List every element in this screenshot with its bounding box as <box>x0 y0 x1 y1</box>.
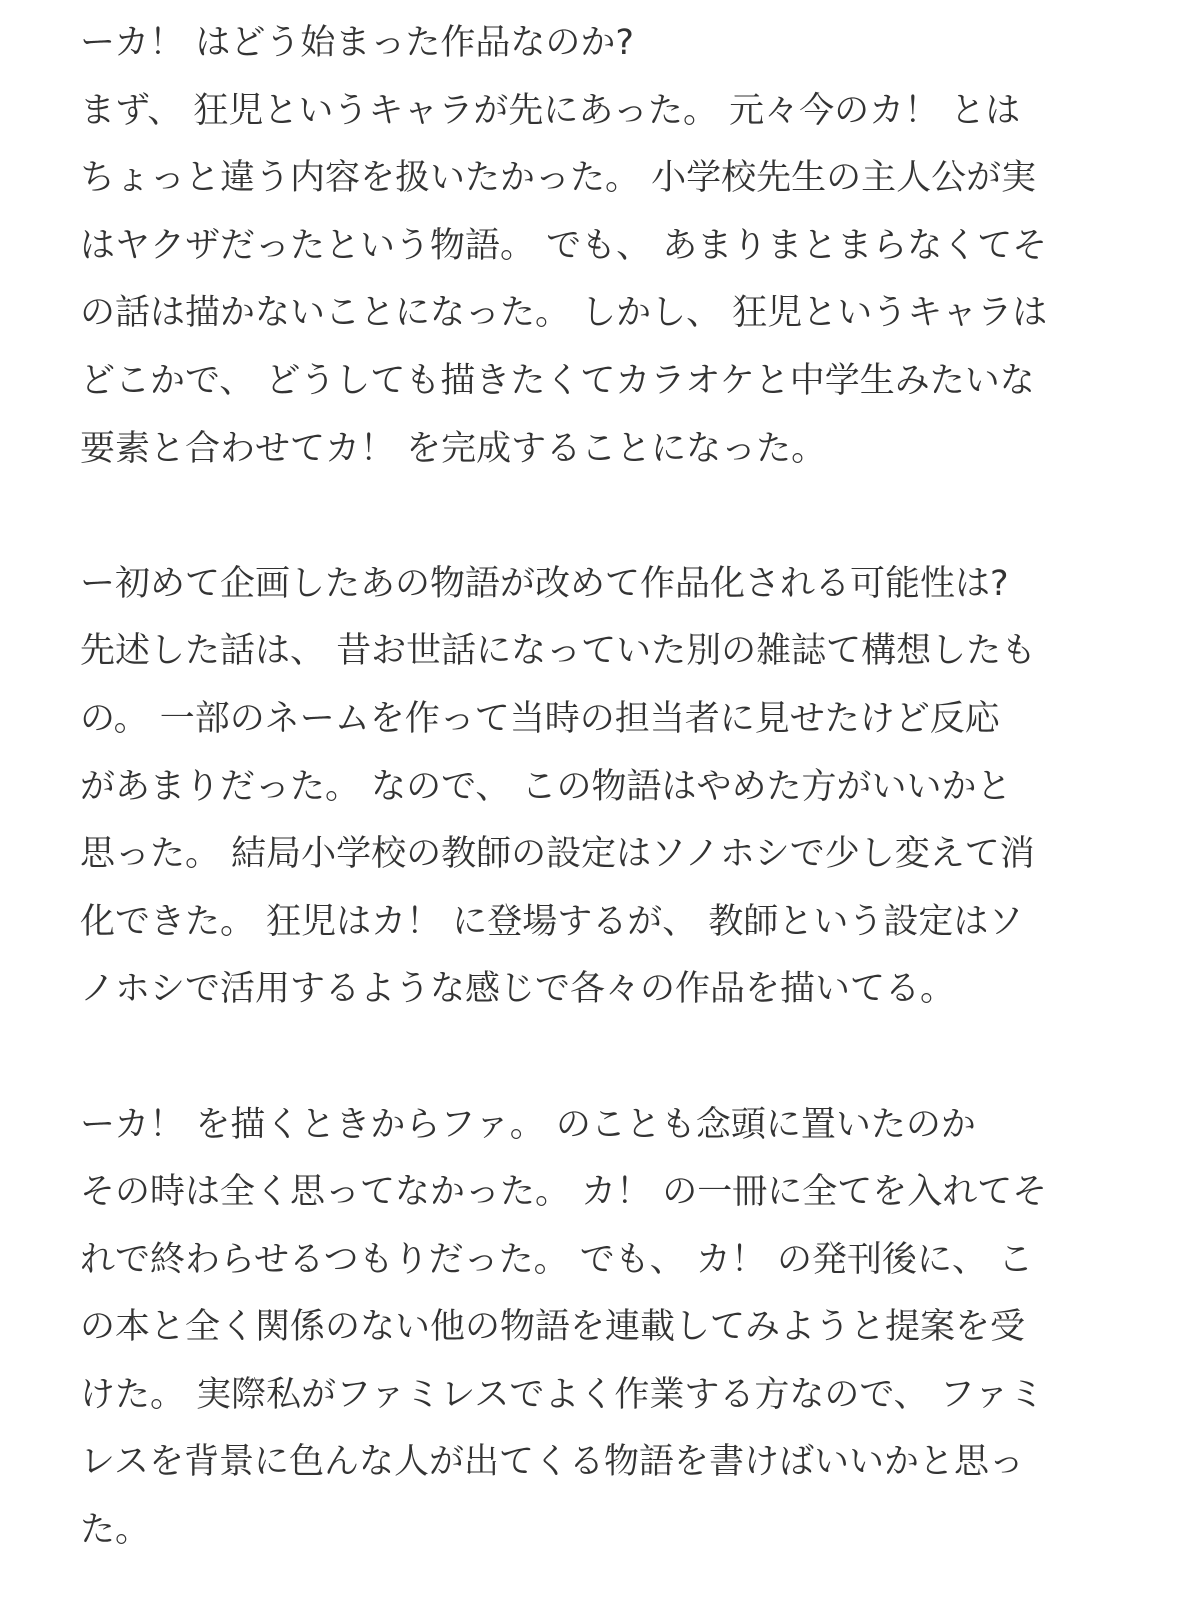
answer-line: の。 一部のネームを作って当時の担当者に見せたけど反応 <box>80 698 1000 739</box>
answer-line: レスを背景に色んな人が出てくる物語を書けばいいかと思っ <box>80 1442 1024 1483</box>
answer-line: れで終わらせるつもりだった。 でも、 カ！ の発刊後に、 こ <box>80 1239 1034 1280</box>
answer-line: ちょっと違う内容を扱いたかった。 小学校先生の主人公が実 <box>80 158 1037 199</box>
answer-line: まず、 狂児というキャラが先にあった。 元々今のカ！ とは <box>80 90 1021 131</box>
answer-line: その時は全く思ってなかった。 カ！ の一冊に全てを入れてそ <box>80 1172 1048 1213</box>
interview-article <box>80 10 1090 1565</box>
answer-line: の本と全く関係のない他の物語を連載してみようと提案を受 <box>80 1307 1026 1348</box>
answer-line: の話は描かないことになった。 しかし、 狂児というキャラは <box>80 293 1048 334</box>
qa-section-2 <box>80 551 1090 1024</box>
answer-line: があまりだった。 なので、 この物語はやめた方がいいかと <box>80 766 1012 807</box>
question-heading: ーカ！ を描くときからファ。 のことも念頭に置いたのか <box>80 1104 976 1145</box>
answer-line: 要素と合わせてカ！ を完成することになった。 <box>80 428 827 469</box>
answer-line: ノホシで活用するような感じで各々の作品を描いてる。 <box>80 969 956 1010</box>
answer-line: 先述した話は、 昔お世話になっていた別の雑誌て構想したも <box>80 631 1037 672</box>
answer-line: どこかで、 どうしても描きたくてカラオケと中学生みたいな <box>80 360 1035 401</box>
question-heading: ーカ！ はどう始まった作品なのか? <box>80 23 635 63</box>
qa-section-3 <box>80 1092 1090 1565</box>
answer-line: はヤクザだったという物語。 でも、 あまりまとまらなくてそ <box>80 225 1048 266</box>
answer-line: た。 <box>80 1510 151 1551</box>
answer-paragraph <box>80 618 1090 1024</box>
answer-paragraph <box>80 78 1090 484</box>
answer-line: 化できた。 狂児はカ！ に登場するが、 教師という設定はソ <box>80 901 1024 942</box>
question-heading: ー初めて企画したあの物語が改めて作品化される可能性は? <box>80 563 1009 604</box>
answer-paragraph <box>80 1159 1090 1565</box>
qa-section-1 <box>80 10 1090 483</box>
answer-line: けた。 実際私がファミレスでよく作業する方なので、 ファミ <box>80 1374 1045 1415</box>
answer-line: 思った。 結局小学校の教師の設定はソノホシで少し変えて消 <box>80 834 1035 875</box>
